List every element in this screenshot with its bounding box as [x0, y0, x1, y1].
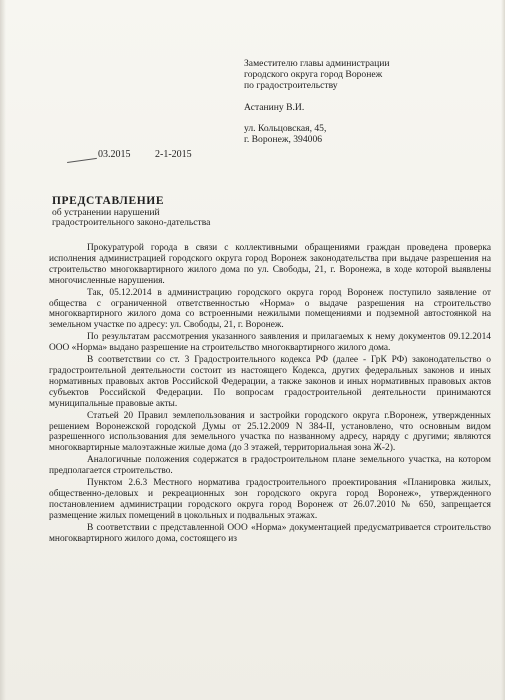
- paragraph-3: По результатам рассмотрения указанного заявления и прилагаемых к нему документов 09.12.2014 ООО «Норма» выдано разрешение на строительство многоквартирного жилого дома.: [49, 332, 491, 354]
- document-subtitle: об устранении нарушений градостроительного законо-дательства: [52, 207, 211, 229]
- addressee-line-1: Заместителю главы администрации: [244, 58, 390, 69]
- addressee-city: г. Воронеж, 394006: [244, 134, 323, 146]
- document-dateline: [98, 149, 214, 160]
- document-title: ПРЕДСТАВЛЕНИЕ: [52, 195, 165, 207]
- paragraph-5: Статьей 20 Правил землепользования и застройки городского округа г.Воронеж, утвержденных решением Воронежской городской Думы от 25.12.2009 N 384-II, установлено, что основным видом разрешенного использования для земельного участка по названному адресу, наряду с другими; являются многоквартирные малоэтажные жилые дома (до 3 этажей, территориальная зона Ж-2).: [49, 410, 491, 454]
- paragraph-8: В соответствии с представленной ООО «Норма» документацией предусматривается строительство многоквартирного жилого дома, состоящего из: [49, 522, 491, 544]
- paragraph-7: Пунктом 2.6.3 Местного норматива градостроительного проектирования «Планировка жилых, общественно-деловых и рекреационных зон городского округа город Воронеж», утвержденного постановлением администрации городского округа город Воронеж от 26.07.2010 № 650, запрещается размещение жилых помещений в цокольных и подвальных этажах.: [49, 478, 491, 521]
- paragraph-1: Прокуратурой города в связи с коллективными обращениями граждан проведена проверка исполнения администрацией городского округа город Воронеж законодательства при выдаче разрешения на строительство многоквартирного жилого дома по ул. Свободы, 21, г. Воронежа, в ходе которой выявлены многочисленные нарушения.: [49, 243, 491, 286]
- scan-edge-right: [501, 0, 505, 700]
- paragraph-6: Аналогичные положения содержатся в градостроительном плане земельного участка, на котором предполагается строительство.: [49, 455, 491, 477]
- paragraph-4: В соответствии со ст. 3 Градостроительного кодекса РФ (далее - ГрК РФ) законодательство о градостроительной деятельности состоит из настоящего Кодекса, других федеральных законов и иных нормативных правовых актов Российской Федерации, а также законов и иных нормативных правовых актов субъектов Российской Федерации. По вопросам градостроительной деятельности принимаются муниципальные правовые акты.: [49, 355, 491, 409]
- handwritten-mark: [65, 144, 97, 163]
- addressee-street: ул. Кольцовская, 45,: [244, 122, 327, 134]
- addressee-block: [244, 58, 494, 145]
- document-body: [49, 243, 491, 544]
- paragraph-2: Так, 05.12.2014 в администрацию городского округа город Воронеж поступило заявление от общества с ограниченной ответственностью «Норма» о выдаче разрешения на строительство многоквартирного жилого дома со встроенными нежилыми помещениями и подземной автостоянкой на земельном участке по адресу: ул. Свободы, 21, г. Воронеж.: [49, 287, 491, 331]
- document-number: 2-1-2015: [155, 149, 192, 160]
- document-date: 03.2015: [98, 149, 131, 160]
- scan-edge-left: [0, 0, 6, 700]
- addressee-line-2: городского округа город Воронеж: [244, 69, 383, 81]
- addressee-line-3: по градостроительству: [244, 80, 338, 92]
- addressee-name: Астанину В.И.: [244, 101, 305, 113]
